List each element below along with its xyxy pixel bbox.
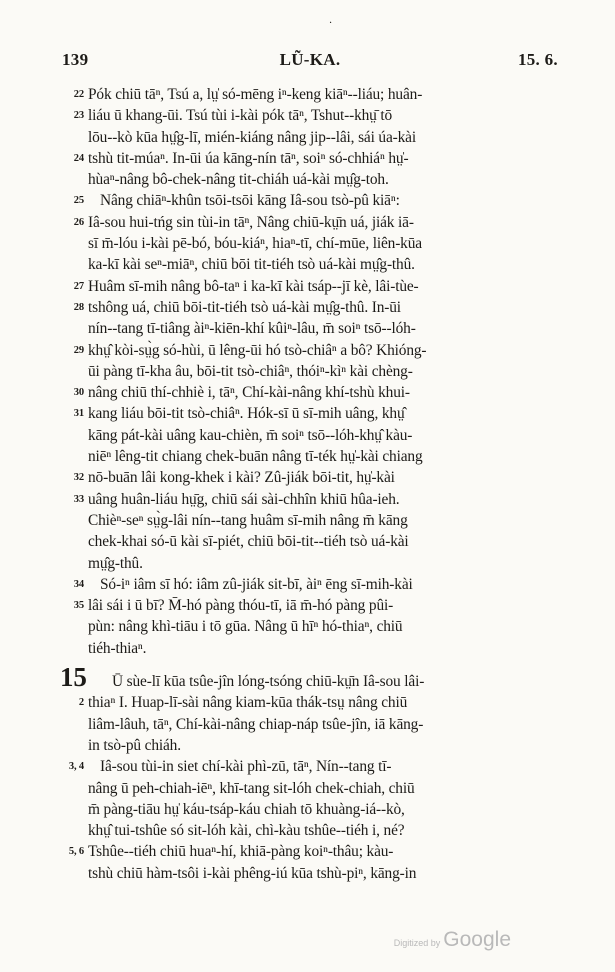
text-line: [66, 297, 554, 318]
verse-text: tshù chiū hàm-tsôi i-kài phêng-iú kūa tshù-piⁿ, kāng-in: [88, 864, 417, 882]
text-line: [66, 595, 554, 616]
verse-text: thiaⁿ I. Huap-lī-sài nâng kiam-kūa thák-tsṳ nâng chiū: [88, 694, 408, 712]
verse-text: ka-kī kài seⁿ-miāⁿ, chiū bōi tit-tiéh tsò uá-kài mṳ̂g-thû.: [88, 256, 415, 274]
verse-text: chek-khai só-ū kài sī-piét, chiū bōi-tit--tiéh tsò uá-kài: [88, 533, 409, 551]
verse-text: tshông uá, chiū bōi-tit-tiéh tsò uá-kài mṳ̂g-thû. In-ūi: [88, 298, 401, 316]
verse-number: 25: [73, 195, 84, 207]
verse-text: Nâng chiāⁿ-khûn tsōi-tsōi kāng Iâ-sou tsò-pû kiāⁿ:: [100, 192, 400, 210]
verse-text: in tsò-pû chiáh.: [88, 736, 181, 754]
text-line: [66, 735, 554, 756]
verse-text: kang liáu bōi-tit tsò-chiâⁿ. Hók-sī ū sī-mih uâng, khṳ̂: [88, 405, 405, 423]
verse-number: 24: [73, 152, 84, 164]
verse-text: khṳ̂ kòi-sṳ̀g só-hùi, ū lêng-ūi hó tsò-chiâⁿ a bô? Khióng-: [88, 341, 427, 359]
verse-text: Pók chiū tāⁿ, Tsú a, lṳ̍ só-mēng iⁿ-keng kiāⁿ--liáu; huân-: [88, 86, 423, 103]
text-line: [66, 841, 554, 862]
verse-text: ūi pàng tī-kha âu, bōi-tit tsò-chiâⁿ, thóiⁿ-kìⁿ kài chèng-: [88, 362, 413, 380]
verse-text: lâi sái i ū bī? M̄-hó pàng thóu-tī, iā m̄-hó pàng pûi-: [88, 597, 394, 615]
verse-text: Tshûe--tiéh chiū huaⁿ-hí, khiā-pàng koiⁿ-thâu; kàu-: [88, 843, 394, 861]
text-line: [66, 233, 554, 254]
text-line: [66, 616, 554, 637]
text-line: [66, 446, 554, 467]
verse-number: 23: [73, 110, 84, 122]
verse-number: 35: [73, 600, 84, 612]
chapter-14-text: [60, 84, 554, 884]
text-line: [66, 820, 554, 841]
verse-text: niēⁿ lêng-tit chiang chek-buān nâng tī-ték hṳ̍-kài chiang: [88, 448, 423, 466]
verse-text: lōu--kò kūa hṳ̂g-lī, mién-kiáng nâng jip--lâi, sái úa-kài: [88, 128, 416, 146]
text-line: [66, 212, 554, 233]
verse-text: nâng chiū thí-chhiè i, tāⁿ, Chí-kài-nâng khí-tshù khui-: [88, 384, 410, 402]
book-title: LŨ-KA.: [279, 50, 341, 69]
text-line: [66, 553, 554, 574]
verse-number: 33: [73, 493, 84, 505]
text-line: [66, 638, 554, 659]
verse-text: pùn: nâng khì-tiāu i tō gūa. Nâng ū hīⁿ hó-thiaⁿ, chiū: [88, 618, 403, 636]
verse-text: nín--tang tī-tiâng àiⁿ-kiēn-khí kûiⁿ-lâu, m̄ soiⁿ tsō--lóh-: [88, 320, 416, 338]
running-header: [62, 50, 558, 74]
verse-number: 31: [73, 408, 84, 420]
verse-text: Só-iⁿ iâm sī hó: iâm zû-jiák sit-bī, àiⁿ ēng sī-mih-kài: [100, 575, 413, 593]
verse-text: Ū sùe-lī kūa tsûe-jîn lóng-tsóng chiū-kṳ̄n Iâ-sou lâi-: [112, 673, 425, 691]
text-line: [66, 778, 554, 799]
text-line: [66, 148, 554, 169]
verse-text: sī m̄-lóu i-kài pē-bó, bóu-kiáⁿ, hiaⁿ-tī, chí-mūe, liên-kūa: [88, 235, 422, 253]
text-line: [66, 84, 554, 105]
text-line: [66, 799, 554, 820]
text-line: [66, 863, 554, 884]
verse-number: 2: [78, 697, 84, 709]
verse-text: nâng ū peh-chiah-iēⁿ, khī-tang sit-lóh chek-chiah, chiū: [88, 779, 415, 797]
digitizer-watermark: [394, 928, 511, 952]
text-line: [66, 692, 554, 713]
verse-text: uâng huân-liáu hṳ̄g, chiū sái sài-chhîn khiū hûa-ieh.: [88, 490, 400, 508]
verse-text: nō-buān lâi kong-khek i kài? Zû-jiák bōi-tit, hṳ̍-kài: [88, 469, 395, 487]
watermark-prefix: Digitized by: [393, 938, 441, 948]
text-line: [66, 403, 554, 424]
text-line: [66, 361, 554, 382]
chapter-gap: [66, 659, 554, 671]
text-line: [66, 169, 554, 190]
verse-text: Iâ-sou hui-tńg sin tùi-in tāⁿ, Nâng chiū-kṳ̄n uá, jiák iā-: [88, 213, 414, 231]
text-line: [66, 127, 554, 148]
verse-text: Huâm sī-mih nâng bô-taⁿ i ka-kī kài tsáp--jī kè, lâi-tùe-: [88, 277, 419, 295]
text-line: [66, 714, 554, 735]
verse-number: 28: [73, 301, 84, 313]
verse-number: 5, 6: [68, 846, 84, 858]
verse-number: 27: [73, 280, 84, 292]
verse-number: 30: [73, 387, 84, 399]
verse-text: liâm-lâuh, tāⁿ, Chí-kài-nâng chiap-náp tsûe-jîn, iā kāng-: [88, 715, 424, 733]
text-line: [66, 190, 554, 211]
verse-text: liáu ū khang-ūi. Tsú tùi i-kài pók tāⁿ, Tshut--khṳ̄ tō: [88, 107, 393, 125]
chapter-number: 15: [60, 662, 87, 693]
verse-number: 32: [73, 472, 84, 484]
watermark-brand: Google: [443, 928, 511, 951]
verse-text: kāng pát-kài uâng kau-chièn, m̄ soiⁿ tsō--lóh-khṳ̂ kàu-: [88, 426, 413, 444]
verse-number: 26: [73, 216, 84, 228]
text-line: [66, 105, 554, 126]
chapter-opening-line: [60, 662, 554, 693]
verse-text: tiéh-thiaⁿ.: [88, 639, 147, 657]
verse-text: mṳ̂g-thû.: [88, 554, 143, 572]
verse-number: 34: [73, 578, 84, 590]
printer-mark: ·: [329, 18, 333, 29]
text-line: [66, 510, 554, 531]
text-line: [66, 574, 554, 595]
verse-text: tshù tit-múaⁿ. In-ūi úa kāng-nín tāⁿ, soiⁿ só-chhiáⁿ hṳ̍-: [88, 149, 409, 167]
verse-text: Chièⁿ-seⁿ sṳ̀g-lâi nín--tang huâm sī-mih nâng m̄ kāng: [88, 511, 408, 529]
text-line: [66, 489, 554, 510]
text-line: [66, 425, 554, 446]
text-line: [66, 254, 554, 275]
verse-number: 22: [73, 89, 84, 100]
verse-number: 29: [73, 344, 84, 356]
verse-text: Iâ-sou tùi-in siet chí-kài phì-zū, tāⁿ, Nín--tang tī-: [100, 758, 392, 776]
verse-number: 3, 4: [68, 761, 84, 773]
text-line: [66, 340, 554, 361]
verse-text: hùaⁿ-nâng bô-chek-nâng tit-chiáh uá-kài mṳ̂g-toh.: [88, 171, 389, 189]
verse-text: khṳ̂ tui-tshûe só sit-lóh kài, chì-kàu tshûe--tiéh i, né?: [88, 822, 405, 840]
text-line: [66, 318, 554, 339]
text-line: [66, 467, 554, 488]
text-line: [66, 756, 554, 777]
text-line: [66, 276, 554, 297]
text-line: [66, 382, 554, 403]
page-number: 139: [62, 50, 89, 69]
section-reference: 15. 6.: [517, 50, 558, 69]
verse-text: m̄ pàng-tiāu hṳ̍ káu-tsáp-káu chiah tō khuàng-iá--kò,: [88, 800, 405, 818]
text-line: [66, 531, 554, 552]
